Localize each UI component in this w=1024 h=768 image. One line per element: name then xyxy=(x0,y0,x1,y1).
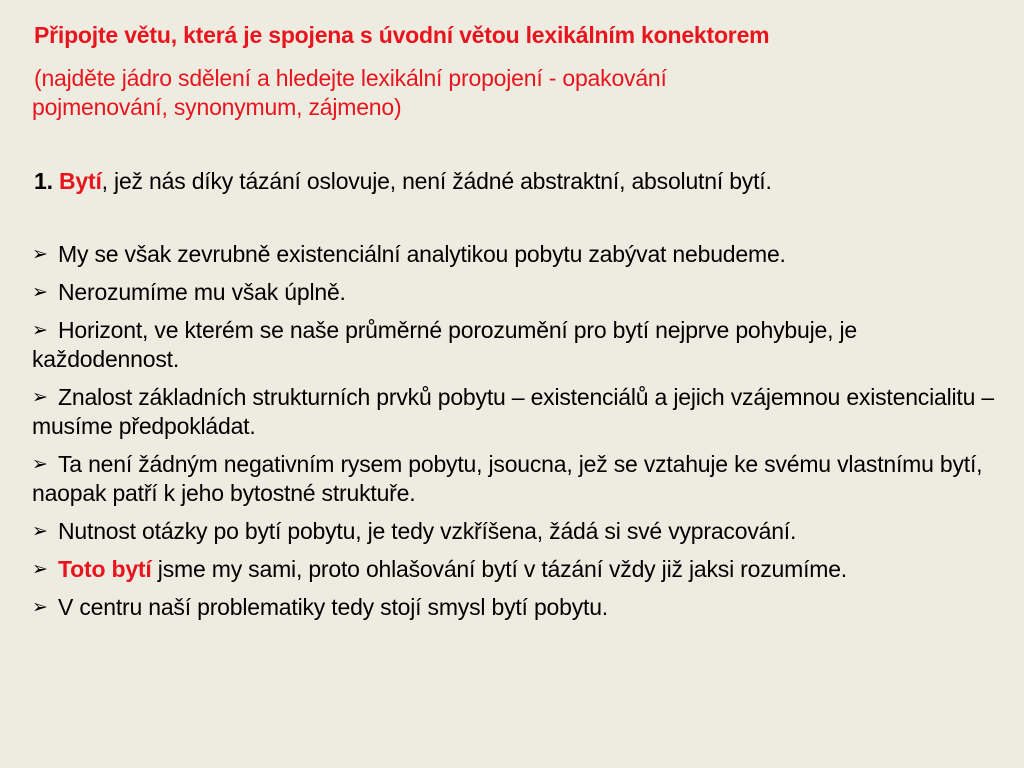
bullet-text: Nerozumíme mu však úplně. xyxy=(58,279,346,305)
list-item xyxy=(32,517,1007,546)
arrow-bullet-icon: ➢ xyxy=(32,454,48,475)
arrow-bullet-icon: ➢ xyxy=(32,387,48,408)
bullet-list xyxy=(32,240,1007,631)
arrow-bullet-icon: ➢ xyxy=(32,320,48,341)
bullet-text: Znalost základních strukturních prvků pobytu – existenciálů a jejich vzájemnou existencialitu – musíme předpokládat. xyxy=(32,384,994,439)
list-item xyxy=(32,278,1007,307)
arrow-bullet-icon: ➢ xyxy=(32,521,48,542)
bullet-text: Horizont, ve kterém se naše průměrné porozumění pro bytí nejprve pohybuje, je každodennost. xyxy=(32,317,857,372)
sentence-rest: , jež nás díky tázání oslovuje, není žádné abstraktní, absolutní bytí. xyxy=(101,168,772,194)
list-item xyxy=(32,383,1007,441)
slide-heading: Připojte větu, která je spojena s úvodní větou lexikálním konektorem xyxy=(34,22,770,48)
bullet-text: Nutnost otázky po bytí pobytu, je tedy vzkříšena, žádá si své vypracování. xyxy=(58,518,797,544)
list-item xyxy=(32,316,1007,374)
sentence-highlight: Bytí xyxy=(59,168,102,194)
list-item xyxy=(32,450,1007,508)
intro-sentence xyxy=(34,168,994,195)
bullet-text: Ta není žádným negativním rysem pobytu, jsoucna, jež se vztahuje ke svému vlastnímu bytí, naopak patří k jeho bytostné struktuře. xyxy=(32,451,983,506)
bullet-text: jsme my sami, proto ohlašování bytí v tázání vždy již jaksi rozumíme. xyxy=(151,556,848,582)
slide-subheading xyxy=(32,64,932,122)
bullet-text: V centru naší problematiky tedy stojí smysl bytí pobytu. xyxy=(58,594,608,620)
arrow-bullet-icon: ➢ xyxy=(32,244,48,265)
arrow-bullet-icon: ➢ xyxy=(32,282,48,303)
sentence-number: 1. xyxy=(34,168,53,194)
arrow-bullet-icon: ➢ xyxy=(32,597,48,618)
subheading-line-2: pojmenování, synonymum, zájmeno) xyxy=(32,94,402,120)
list-item xyxy=(32,593,1007,622)
list-item xyxy=(32,240,1007,269)
list-item xyxy=(32,555,1007,584)
bullet-highlight: Toto bytí xyxy=(58,556,152,582)
arrow-bullet-icon: ➢ xyxy=(32,559,48,580)
bullet-text: My se však zevrubně existenciální analytikou pobytu zabývat nebudeme. xyxy=(58,241,786,267)
subheading-line-1: (najděte jádro sdělení a hledejte lexikální propojení - opakování xyxy=(34,65,667,91)
